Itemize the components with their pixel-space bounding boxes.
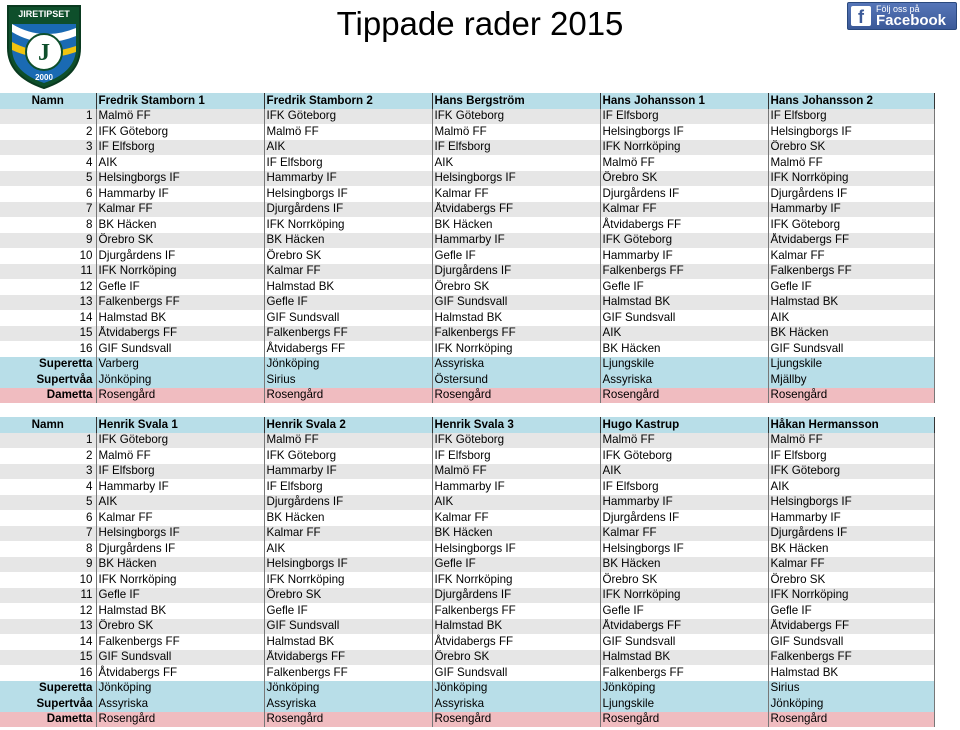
table-header-row	[0, 417, 934, 433]
team-cell: Örebro SK	[432, 279, 600, 295]
team-cell: Gefle IF	[600, 603, 768, 619]
team-cell: Fredrik Stamborn 1	[96, 93, 264, 109]
team-cell: Henrik Svala 2	[264, 417, 432, 433]
team-cell: Jönköping	[264, 357, 432, 373]
team-cell: Falkenbergs FF	[768, 264, 934, 280]
team-cell: Rosengård	[432, 388, 600, 404]
team-cell: Örebro SK	[96, 233, 264, 249]
row-label: Superetta	[0, 681, 96, 697]
facebook-follow-text: Följ oss på	[876, 4, 920, 14]
team-cell: Rosengård	[600, 388, 768, 404]
team-cell: GIF Sundsvall	[432, 295, 600, 311]
table-row	[0, 279, 934, 295]
team-cell: Helsingborgs IF	[768, 124, 934, 140]
team-cell: Rosengård	[432, 712, 600, 728]
team-cell: Falkenbergs FF	[96, 295, 264, 311]
team-cell: Hammarby IF	[96, 479, 264, 495]
team-cell: Halmstad BK	[432, 619, 600, 635]
team-cell: Rosengård	[768, 712, 934, 728]
team-cell: Kalmar FF	[264, 264, 432, 280]
team-cell: Örebro SK	[600, 171, 768, 187]
row-label: 9	[0, 233, 96, 249]
team-cell: Djurgårdens IF	[432, 264, 600, 280]
table-row	[0, 650, 934, 666]
table-row	[0, 588, 934, 604]
team-cell: Åtvidabergs FF	[600, 217, 768, 233]
team-cell: Åtvidabergs FF	[96, 665, 264, 681]
team-cell: Mjällby	[768, 372, 934, 388]
team-cell: Gefle IF	[432, 248, 600, 264]
team-cell: Kalmar FF	[432, 510, 600, 526]
team-cell: Malmö FF	[768, 155, 934, 171]
team-cell: Djurgårdens IF	[96, 541, 264, 557]
team-cell: Gefle IF	[264, 295, 432, 311]
team-cell: Hammarby IF	[96, 186, 264, 202]
row-label: 4	[0, 479, 96, 495]
team-cell: Rosengård	[768, 388, 934, 404]
team-cell: Halmstad BK	[96, 310, 264, 326]
team-cell: Djurgårdens IF	[600, 186, 768, 202]
team-cell: Örebro SK	[768, 572, 934, 588]
logo-year: 2000	[35, 73, 53, 82]
table-row	[0, 140, 934, 156]
team-cell: IFK Norrköping	[96, 264, 264, 280]
team-cell: Håkan Hermansson	[768, 417, 934, 433]
team-cell: IFK Norrköping	[432, 341, 600, 357]
team-cell: Gefle IF	[600, 279, 768, 295]
team-cell: Hans Johansson 2	[768, 93, 934, 109]
row-label: 11	[0, 588, 96, 604]
team-cell: IFK Göteborg	[432, 433, 600, 449]
team-cell: BK Häcken	[432, 217, 600, 233]
team-cell: Ljungskile	[768, 357, 934, 373]
team-cell: IFK Norrköping	[432, 572, 600, 588]
team-cell: Sirius	[768, 681, 934, 697]
table-row	[0, 510, 934, 526]
table-row	[0, 526, 934, 542]
team-cell: Ljungskile	[600, 696, 768, 712]
team-cell: GIF Sundsvall	[264, 310, 432, 326]
team-cell: Helsingborgs IF	[432, 541, 600, 557]
table-row	[0, 479, 934, 495]
team-cell: Assyriska	[600, 372, 768, 388]
team-cell: Helsingborgs IF	[768, 495, 934, 511]
table-row	[0, 155, 934, 171]
team-cell: GIF Sundsvall	[96, 650, 264, 666]
row-label: Namn	[0, 93, 96, 109]
team-cell: IF Elfsborg	[768, 109, 934, 125]
team-cell: Malmö FF	[600, 155, 768, 171]
team-cell: GIF Sundsvall	[432, 665, 600, 681]
team-cell: IFK Norrköping	[600, 588, 768, 604]
team-cell: IF Elfsborg	[432, 448, 600, 464]
league-row	[0, 712, 934, 728]
table-row	[0, 310, 934, 326]
team-cell: Gefle IF	[768, 279, 934, 295]
team-cell: Assyriska	[432, 696, 600, 712]
team-cell: Jönköping	[600, 681, 768, 697]
team-cell: AIK	[96, 495, 264, 511]
team-cell: Hans Johansson 1	[600, 93, 768, 109]
table-row	[0, 217, 934, 233]
row-label: Dametta	[0, 712, 96, 728]
team-cell: Jönköping	[96, 372, 264, 388]
table-row	[0, 665, 934, 681]
team-cell: Åtvidabergs FF	[600, 619, 768, 635]
table-row	[0, 233, 934, 249]
team-cell: Djurgårdens IF	[432, 588, 600, 604]
row-label: Namn	[0, 417, 96, 433]
row-label: 3	[0, 140, 96, 156]
team-cell: Assyriska	[264, 696, 432, 712]
team-cell: Henrik Svala 1	[96, 417, 264, 433]
team-cell: Djurgårdens IF	[768, 186, 934, 202]
row-label: 15	[0, 326, 96, 342]
league-row	[0, 388, 934, 404]
row-label: 1	[0, 109, 96, 125]
table-row	[0, 295, 934, 311]
team-cell: IFK Norrköping	[96, 572, 264, 588]
team-cell: GIF Sundsvall	[96, 341, 264, 357]
team-cell: Kalmar FF	[96, 202, 264, 218]
team-cell: IF Elfsborg	[264, 155, 432, 171]
team-cell: Örebro SK	[264, 248, 432, 264]
team-cell: Assyriska	[96, 696, 264, 712]
row-label: 5	[0, 171, 96, 187]
table-row	[0, 603, 934, 619]
team-cell: Varberg	[96, 357, 264, 373]
team-cell: Örebro SK	[264, 588, 432, 604]
table-row	[0, 433, 934, 449]
team-cell: Hans Bergström	[432, 93, 600, 109]
team-cell: IFK Göteborg	[600, 233, 768, 249]
table-row	[0, 557, 934, 573]
team-cell: Halmstad BK	[432, 310, 600, 326]
predictions-table-2	[0, 417, 935, 727]
team-cell: Hammarby IF	[600, 248, 768, 264]
team-cell: Åtvidabergs FF	[264, 650, 432, 666]
team-cell: Helsingborgs IF	[264, 557, 432, 573]
team-cell: BK Häcken	[264, 510, 432, 526]
team-cell: Falkenbergs FF	[432, 603, 600, 619]
team-cell: IF Elfsborg	[96, 140, 264, 156]
row-label: 8	[0, 541, 96, 557]
team-cell: Helsingborgs IF	[96, 171, 264, 187]
row-label: 14	[0, 310, 96, 326]
facebook-icon: f	[851, 6, 871, 26]
team-cell: Kalmar FF	[768, 557, 934, 573]
table-row	[0, 541, 934, 557]
row-label: Supertvåa	[0, 696, 96, 712]
row-label: 10	[0, 248, 96, 264]
team-cell: Djurgårdens IF	[96, 248, 264, 264]
team-cell: Falkenbergs FF	[600, 665, 768, 681]
row-label: Supertvåa	[0, 372, 96, 388]
row-label: 16	[0, 341, 96, 357]
team-cell: Djurgårdens IF	[600, 510, 768, 526]
row-label: 10	[0, 572, 96, 588]
team-cell: IF Elfsborg	[264, 479, 432, 495]
page-title: Tippade rader 2015	[336, 5, 624, 42]
team-cell: Fredrik Stamborn 2	[264, 93, 432, 109]
team-cell: Kalmar FF	[768, 248, 934, 264]
row-label: 15	[0, 650, 96, 666]
team-cell: Helsingborgs IF	[600, 124, 768, 140]
table-row	[0, 464, 934, 480]
team-cell: Rosengård	[264, 388, 432, 404]
row-label: 8	[0, 217, 96, 233]
predictions-table-1	[0, 93, 935, 403]
team-cell: GIF Sundsvall	[600, 634, 768, 650]
table-row	[0, 186, 934, 202]
team-cell: Jönköping	[264, 681, 432, 697]
row-label: 11	[0, 264, 96, 280]
team-cell: Östersund	[432, 372, 600, 388]
team-cell: Malmö FF	[600, 433, 768, 449]
league-row	[0, 696, 934, 712]
team-cell: Åtvidabergs FF	[96, 326, 264, 342]
team-cell: Gefle IF	[264, 603, 432, 619]
team-cell: IFK Göteborg	[768, 464, 934, 480]
team-cell: Halmstad BK	[768, 665, 934, 681]
team-cell: Jönköping	[432, 681, 600, 697]
team-cell: Falkenbergs FF	[264, 665, 432, 681]
team-cell: Örebro SK	[96, 619, 264, 635]
team-cell: Jönköping	[768, 696, 934, 712]
table-row	[0, 448, 934, 464]
team-cell: Ljungskile	[600, 357, 768, 373]
team-cell: IFK Norrköping	[768, 588, 934, 604]
row-label: Superetta	[0, 357, 96, 373]
row-label: 14	[0, 634, 96, 650]
team-cell: Örebro SK	[768, 140, 934, 156]
team-cell: Helsingborgs IF	[264, 186, 432, 202]
team-cell: IFK Göteborg	[264, 448, 432, 464]
row-label: 2	[0, 124, 96, 140]
team-cell: Assyriska	[432, 357, 600, 373]
team-cell: Helsingborgs IF	[600, 541, 768, 557]
team-cell: AIK	[768, 310, 934, 326]
team-cell: BK Häcken	[96, 557, 264, 573]
team-cell: Kalmar FF	[600, 202, 768, 218]
team-cell: Halmstad BK	[768, 295, 934, 311]
team-cell: Jönköping	[96, 681, 264, 697]
league-row	[0, 681, 934, 697]
team-cell: Kalmar FF	[600, 526, 768, 542]
row-label: 6	[0, 510, 96, 526]
team-cell: IFK Norrköping	[600, 140, 768, 156]
row-label: 7	[0, 526, 96, 542]
table-row	[0, 124, 934, 140]
row-label: 6	[0, 186, 96, 202]
team-cell: BK Häcken	[264, 233, 432, 249]
team-cell: Hammarby IF	[432, 233, 600, 249]
row-label: 2	[0, 448, 96, 464]
team-cell: AIK	[600, 464, 768, 480]
team-cell: AIK	[264, 541, 432, 557]
team-cell: Halmstad BK	[264, 634, 432, 650]
row-label: 4	[0, 155, 96, 171]
team-cell: Malmö FF	[432, 124, 600, 140]
team-cell: Djurgårdens IF	[264, 495, 432, 511]
team-cell: Hammarby IF	[264, 464, 432, 480]
svg-text:J: J	[38, 40, 50, 66]
team-cell: IFK Göteborg	[96, 124, 264, 140]
team-cell: Malmö FF	[96, 448, 264, 464]
team-cell: Hammarby IF	[264, 171, 432, 187]
team-cell: Helsingborgs IF	[96, 526, 264, 542]
team-cell: Halmstad BK	[264, 279, 432, 295]
table-row	[0, 202, 934, 218]
team-cell: IFK Göteborg	[768, 217, 934, 233]
team-cell: IFK Norrköping	[264, 217, 432, 233]
row-label: 16	[0, 665, 96, 681]
team-cell: Falkenbergs FF	[432, 326, 600, 342]
team-cell: Djurgårdens IF	[768, 526, 934, 542]
team-cell: Djurgårdens IF	[264, 202, 432, 218]
row-label: 7	[0, 202, 96, 218]
team-cell: Rosengård	[96, 712, 264, 728]
team-cell: Kalmar FF	[96, 510, 264, 526]
league-row	[0, 357, 934, 373]
team-cell: AIK	[96, 155, 264, 171]
team-cell: IFK Göteborg	[96, 433, 264, 449]
team-cell: Åtvidabergs FF	[768, 233, 934, 249]
team-cell: BK Häcken	[768, 541, 934, 557]
team-cell: Malmö FF	[432, 464, 600, 480]
team-cell: IF Elfsborg	[600, 479, 768, 495]
row-label: 9	[0, 557, 96, 573]
team-cell: IF Elfsborg	[600, 109, 768, 125]
team-cell: Malmö FF	[768, 433, 934, 449]
table-row	[0, 326, 934, 342]
team-cell: AIK	[600, 326, 768, 342]
row-label: 1	[0, 433, 96, 449]
logo-text: JIRETIPSET	[18, 9, 70, 19]
team-cell: Åtvidabergs FF	[768, 619, 934, 635]
team-cell: Falkenbergs FF	[264, 326, 432, 342]
league-row	[0, 372, 934, 388]
team-cell: Gefle IF	[768, 603, 934, 619]
table-row	[0, 341, 934, 357]
team-cell: Sirius	[264, 372, 432, 388]
row-label: 13	[0, 295, 96, 311]
team-cell: Halmstad BK	[600, 295, 768, 311]
table-row	[0, 248, 934, 264]
team-cell: IFK Göteborg	[264, 109, 432, 125]
table-row	[0, 264, 934, 280]
table-row	[0, 619, 934, 635]
team-cell: AIK	[432, 155, 600, 171]
team-cell: IF Elfsborg	[96, 464, 264, 480]
team-cell: GIF Sundsvall	[600, 310, 768, 326]
table-row	[0, 171, 934, 187]
team-cell: Gefle IF	[432, 557, 600, 573]
row-label: 5	[0, 495, 96, 511]
team-cell: Gefle IF	[96, 588, 264, 604]
team-cell: Hammarby IF	[432, 479, 600, 495]
row-label: 3	[0, 464, 96, 480]
team-cell: Kalmar FF	[432, 186, 600, 202]
team-cell: IFK Göteborg	[432, 109, 600, 125]
team-cell: IF Elfsborg	[432, 140, 600, 156]
team-cell: IF Elfsborg	[768, 448, 934, 464]
facebook-follow-button[interactable]	[847, 2, 957, 30]
team-cell: GIF Sundsvall	[768, 341, 934, 357]
team-cell: Halmstad BK	[96, 603, 264, 619]
team-cell: IFK Norrköping	[264, 572, 432, 588]
team-cell: AIK	[432, 495, 600, 511]
team-cell: Hammarby IF	[768, 202, 934, 218]
facebook-label: Facebook	[876, 12, 947, 29]
team-cell: Halmstad BK	[600, 650, 768, 666]
table-row	[0, 495, 934, 511]
team-cell: Hammarby IF	[768, 510, 934, 526]
team-cell: Falkenbergs FF	[768, 650, 934, 666]
team-cell: BK Häcken	[600, 341, 768, 357]
row-label: 12	[0, 603, 96, 619]
team-cell: Örebro SK	[432, 650, 600, 666]
team-cell: Kalmar FF	[264, 526, 432, 542]
team-cell: Falkenbergs FF	[96, 634, 264, 650]
team-cell: Gefle IF	[96, 279, 264, 295]
team-cell: Helsingborgs IF	[432, 171, 600, 187]
team-cell: Malmö FF	[264, 433, 432, 449]
team-cell: Hammarby IF	[600, 495, 768, 511]
team-cell: Åtvidabergs FF	[432, 634, 600, 650]
row-label: Dametta	[0, 388, 96, 404]
team-cell: AIK	[768, 479, 934, 495]
team-cell: Örebro SK	[600, 572, 768, 588]
team-cell: Hugo Kastrup	[600, 417, 768, 433]
team-cell: GIF Sundsvall	[264, 619, 432, 635]
team-cell: Rosengård	[96, 388, 264, 404]
team-cell: BK Häcken	[432, 526, 600, 542]
row-label: 12	[0, 279, 96, 295]
team-cell: Henrik Svala 3	[432, 417, 600, 433]
table-row	[0, 634, 934, 650]
team-cell: BK Häcken	[600, 557, 768, 573]
table-row	[0, 572, 934, 588]
team-cell: IFK Göteborg	[600, 448, 768, 464]
team-cell: Malmö FF	[264, 124, 432, 140]
team-cell: BK Häcken	[96, 217, 264, 233]
team-cell: Rosengård	[264, 712, 432, 728]
row-label: 13	[0, 619, 96, 635]
table-row	[0, 109, 934, 125]
team-cell: Åtvidabergs FF	[432, 202, 600, 218]
team-cell: Falkenbergs FF	[600, 264, 768, 280]
table-header-row	[0, 93, 934, 109]
team-cell: Rosengård	[600, 712, 768, 728]
team-cell: Åtvidabergs FF	[264, 341, 432, 357]
team-cell: BK Häcken	[768, 326, 934, 342]
team-cell: IFK Norrköping	[768, 171, 934, 187]
team-cell: Malmö FF	[96, 109, 264, 125]
team-cell: AIK	[264, 140, 432, 156]
team-cell: GIF Sundsvall	[768, 634, 934, 650]
